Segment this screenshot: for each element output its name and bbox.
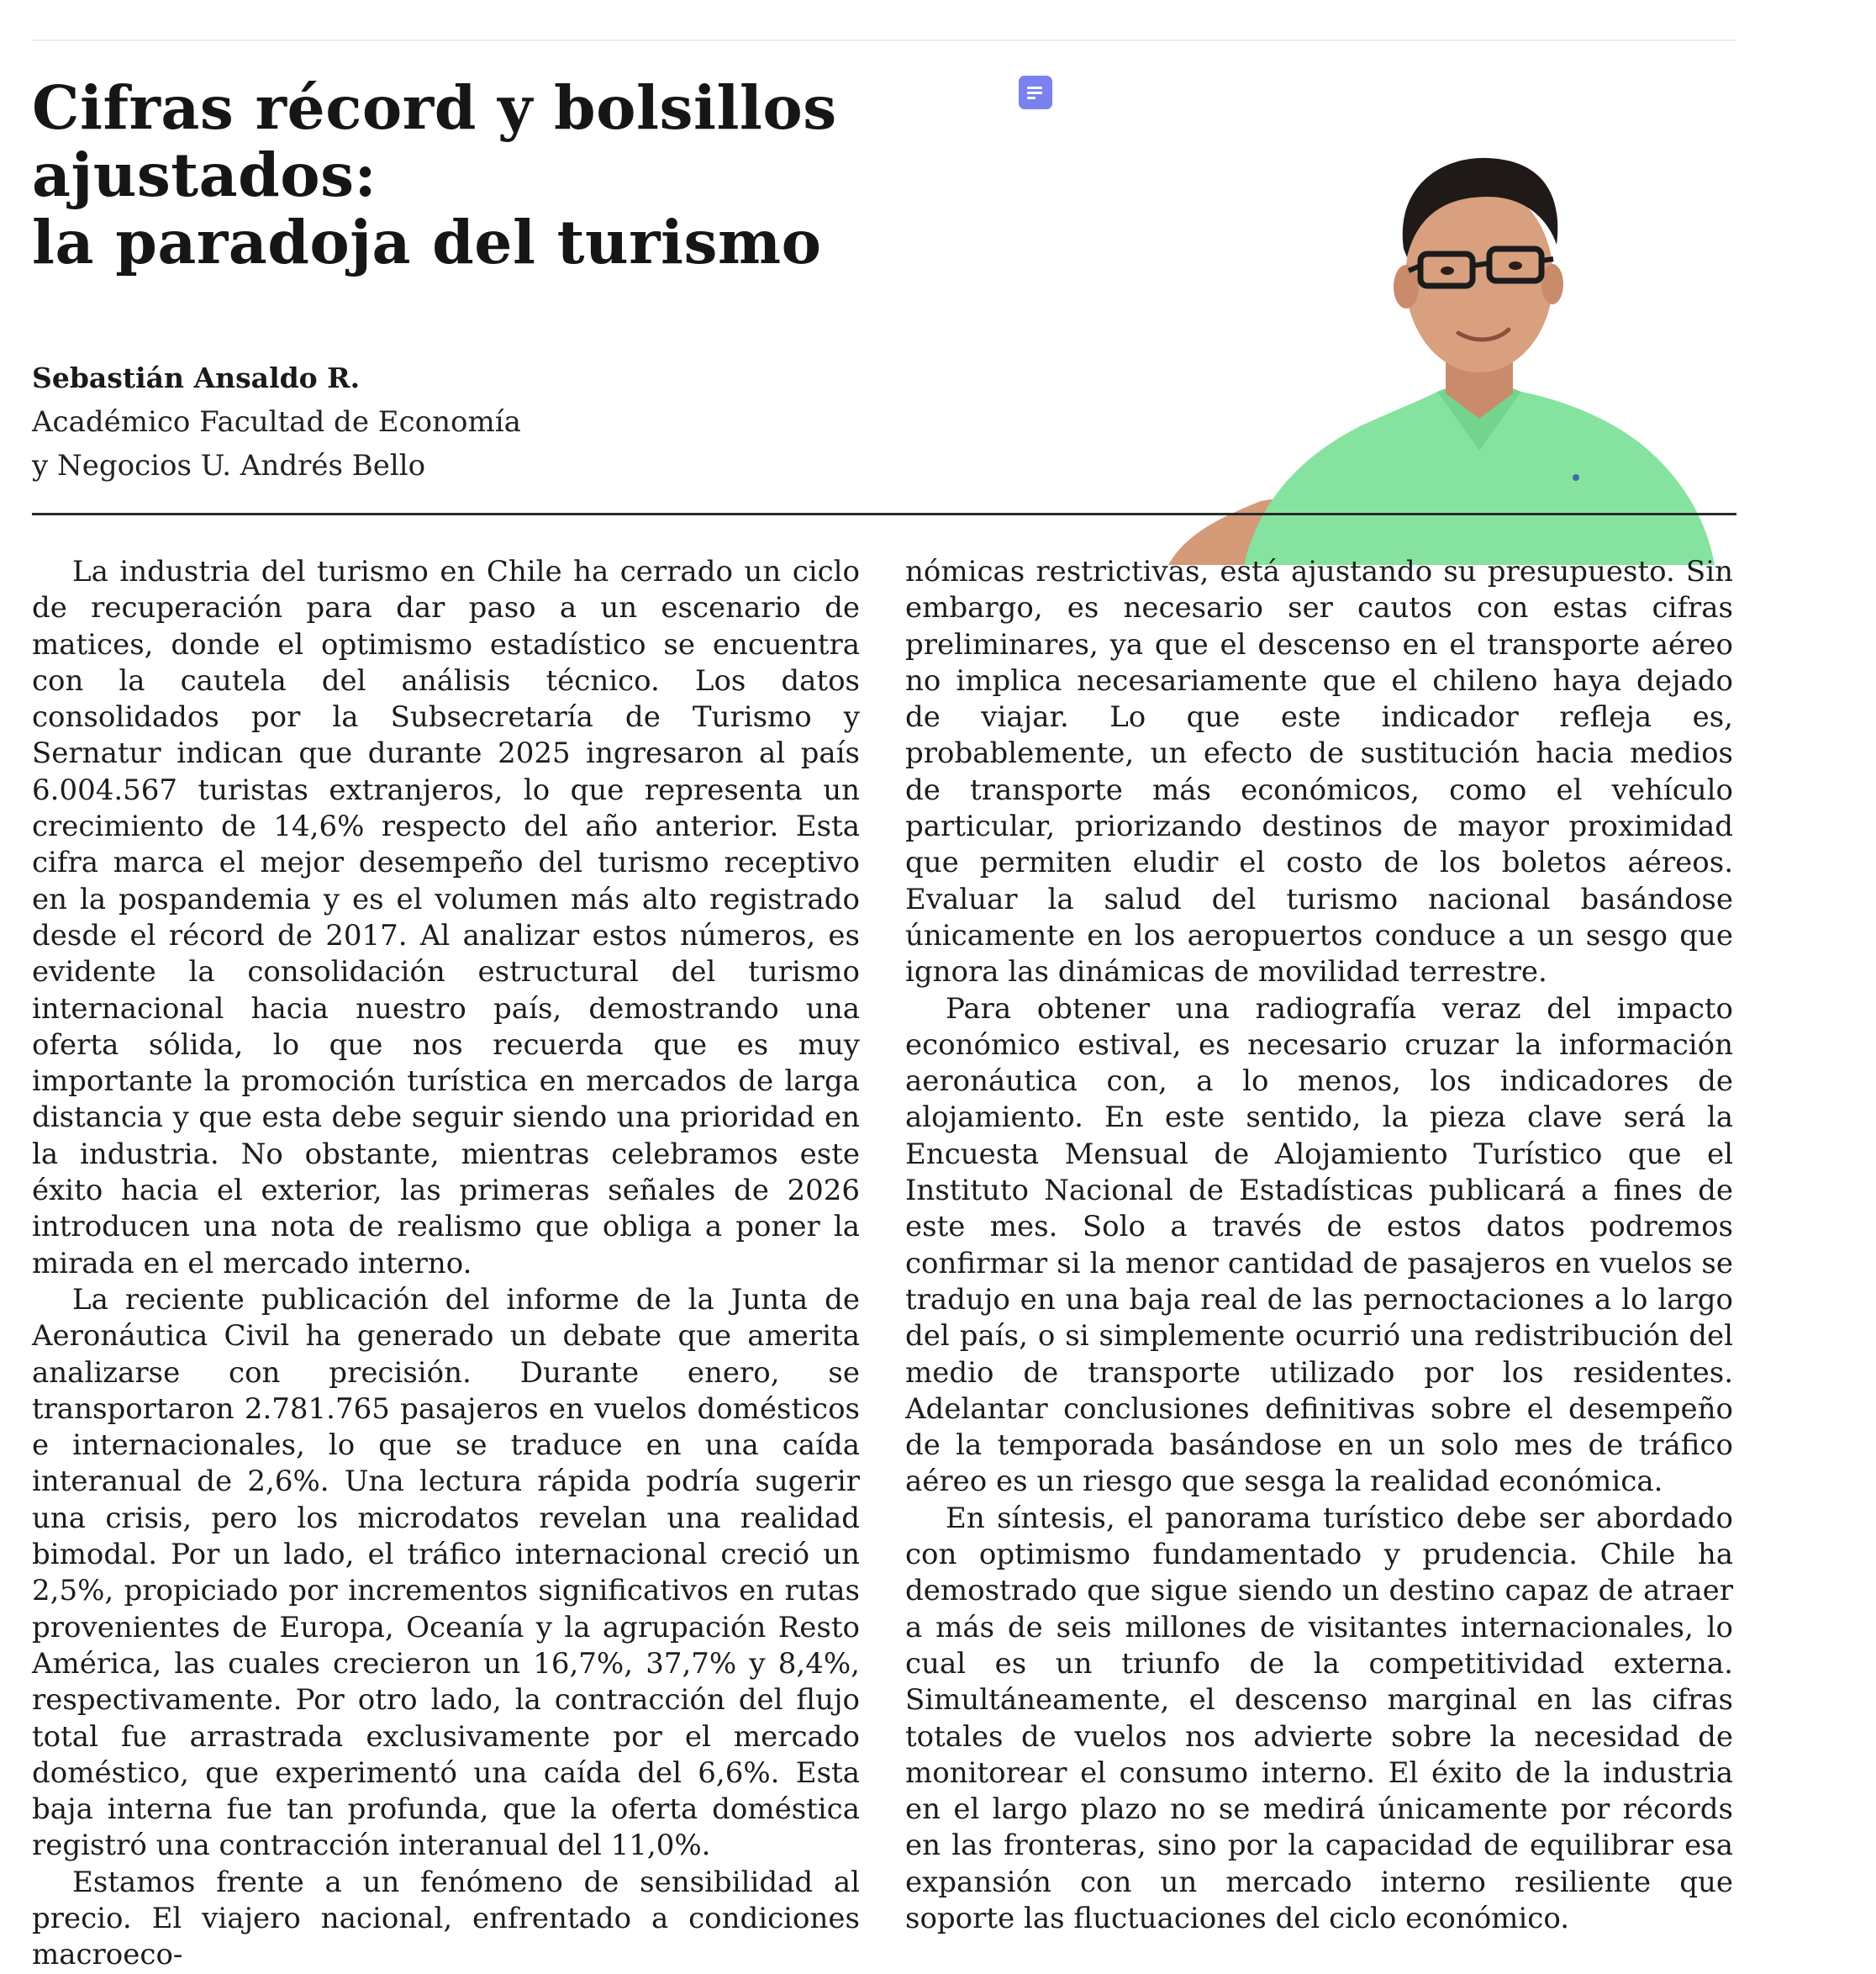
byline: [32, 356, 521, 488]
paragraph-3: Estamos frente a un fenómeno de sensibilidad al precio. El viajero nacional, enfrentado a condiciones macroeco-: [32, 1865, 860, 1972]
article-column-right: [905, 554, 1733, 1937]
author-name: Sebastián Ansaldo R.: [32, 362, 361, 394]
portrait-photo: [1168, 98, 1740, 565]
author-affiliation-line-1: Académico Facultad de Economía: [32, 405, 521, 439]
paragraph-1: La industria del turismo en Chile ha cerrado un ciclo de recuperación para dar paso a un escenario de matices, donde el optimismo estadístico se encuentra con la cautela del análisis técnico. Los datos consolidados por la Subsecretaría de Turismo y Sernatur indican que durante 2025 ingresaron al país 6.004.567 turistas extranjeros, lo que representa un crecimiento de 14,6% respecto del año anterior. Esta cifra marca el mejor desempeño del turismo receptivo en la pospandemia y es el volumen más alto registrado desde el récord de 2017. Al analizar estos números, es evidente la consolidación estructural del turismo internacional hacia nuestro país, demostrando una oferta sólida, lo que nos recuerda que es muy importante la promoción turística en mercados de larga distancia y que esta debe seguir siendo una prioridad en la industria. No obstante, mientras celebramos este éxito hacia el exterior, las primeras señales de 2026 introducen una nota de realismo que obliga a poner la mirada en el mercado interno.: [32, 555, 860, 1280]
header-divider: [32, 513, 1736, 515]
headline: [32, 74, 1125, 276]
author-portrait: [1168, 98, 1740, 565]
comment-note-icon[interactable]: [1019, 76, 1052, 109]
paragraph-4: Para obtener una radiografía veraz del impacto económico estival, es necesario cruzar la información aeronáutica con, a lo menos, los indicadores de alojamiento. En este sentido, la pieza clave será la Encuesta Mensual de Alojamiento Turístico que el Instituto Nacional de Estadísticas publicará a fines de este mes. Solo a través de estos datos podremos confirmar si la menor cantidad de pasajeros en vuelos se tradujo en una baja real de las pernoctaciones a lo largo del país, o si simplemente ocurrió una redistribución del medio de transporte utilizado por los residentes. Adelantar conclusiones definitivas sobre el desempeño de la temporada basándose en un solo mes de tráfico aéreo es un riesgo que sesga la realidad económica.: [905, 991, 1733, 1499]
top-divider: [32, 40, 1736, 41]
paragraph-5: En síntesis, el panorama turístico debe ser abordado con optimismo fundamentado y prudencia. Chile ha demostrado que sigue siendo un destino capaz de atraer a más de seis millones de visitantes internacionales, lo cual es un triunfo de la competitividad externa. Simultáneamente, el descenso marginal en las cifras totales de vuelos nos advierte sobre la necesidad de monitorear el consumo interno. El éxito de la industria en el largo plazo no se medirá únicamente por récords en las fronteras, sino por la capacidad de equilibrar esa expansión con un mercado interno resiliente que soporte las fluctuaciones del ciclo económico.: [905, 1501, 1733, 1935]
article-column-left: [32, 554, 860, 1974]
article-page: [32, 44, 1736, 1972]
paragraph-2: La reciente publicación del informe de la Junta de Aeronáutica Civil ha generado un debate que amerita analizarse con precisión. Durante enero, se transportaron 2.781.765 pasajeros en vuelos domésticos e internacionales, lo que se traduce en una caída interanual de 2,6%. Una lectura rápida podría sugerir una crisis, pero los microdatos revelan una realidad bimodal. Por un lado, el tráfico internacional creció un 2,5%, propiciado por incrementos significativos en rutas provenientes de Europa, Oceanía y la agrupación Resto América, las cuales crecieron un 16,7%, 37,7% y 8,4%, respectivamente. Por otro lado, la contracción del flujo total fue arrastrada exclusivamente por el mercado doméstico, que experimentó una caída del 6,6%. Esta baja interna fue tan profunda, que la oferta doméstica registró una contracción interanual del 11,0%.: [32, 1282, 860, 1863]
headline-line-2: la paradoja del turismo: [32, 207, 822, 277]
headline-line-1: Cifras récord y bolsillos ajustados:: [32, 72, 837, 210]
paragraph-3-continued: nómicas restrictivas, está ajustando su presupuesto. Sin embargo, es necesario ser cautos con estas cifras preliminares, ya que el descenso en el transporte aéreo no implica necesariamente que el chileno haya dejado de viajar. Lo que este indicador refleja es, probablemente, un efecto de sustitución hacia medios de transporte más económicos, como el vehículo particular, priorizando destinos de mayor proximidad que permiten eludir el costo de los boletos aéreos. Evaluar la salud del turismo nacional basándose únicamente en los aeropuertos conduce a un sesgo que ignora las dinámicas de movilidad terrestre.: [905, 555, 1733, 990]
author-affiliation-line-2: y Negocios U. Andrés Bello: [32, 449, 426, 483]
